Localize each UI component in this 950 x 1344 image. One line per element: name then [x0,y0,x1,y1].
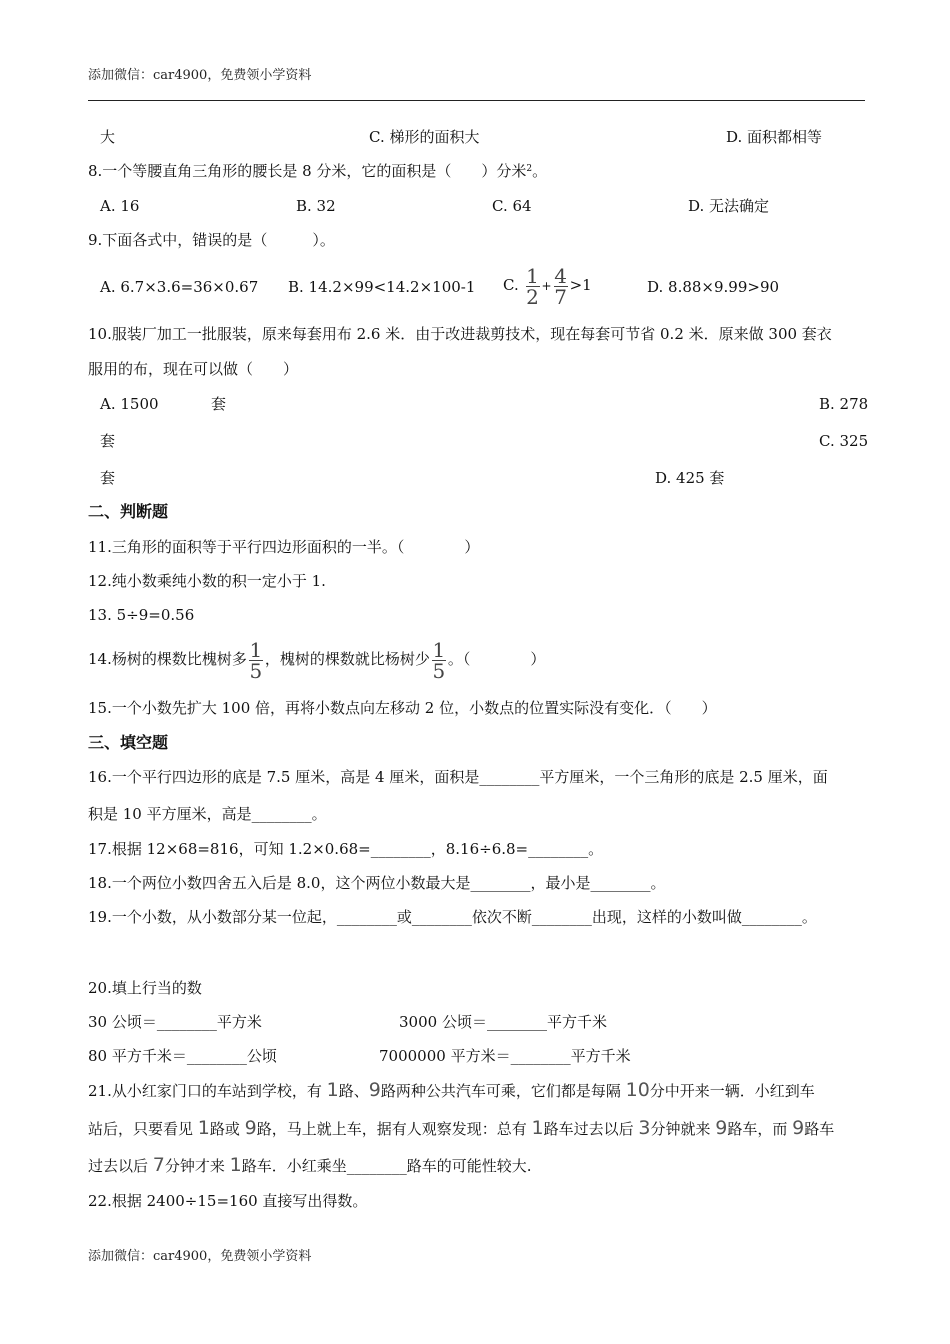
q7-option-a-tail: 大 [100,128,116,146]
q20-row2-right: 7000000 平方米＝________平方千米 [379,1047,631,1065]
q8-option-a: A. 16 [100,197,140,215]
q13: 13. 5÷9=0.56 [88,606,195,624]
q10-stem-line1: 10.服装厂加工一批服装，原来每套用布 2.6 米．由于改进裁剪技术，现在每套可节省 0.2 米．原来做 300 套衣 [88,325,832,343]
q7-option-c: C. 梯形的面积大 [369,128,480,146]
fraction-one-fifth: $\frac{1}{5}$ [249,637,263,683]
q9-option-c: C. $\frac{1}{2}$ + $\frac{4}{7}$ >1 [503,263,592,309]
page-header: 添加微信：car4900，免费领小学资料 [88,68,312,83]
page-footer: 添加微信：car4900，免费领小学资料 [88,1249,312,1264]
q21-line1: 21.从小红家门口的车站到学校，有 1路、9路两种公共汽车可乘，它们都是每隔 10分中开来一辆．小红到车 [88,1079,815,1101]
header-divider [88,100,865,101]
q10-option-d: D. 425 套 [655,469,725,487]
q10-option-c: C. 325 [819,432,869,450]
q20-row1-right: 3000 公顷＝________平方千米 [399,1013,607,1031]
q9-stem: 9.下面各式中，错误的是（ ）。 [88,231,335,249]
q8-option-b: B. 32 [296,197,336,215]
q10-option-a-unit: 套 [211,395,227,413]
q22: 22.根据 2400÷15=160 直接写出得数。 [88,1192,368,1210]
q20-title: 20.填上行当的数 [88,979,202,997]
q9-option-b: B. 14.2×99<14.2×100-1 [288,278,476,296]
q21-line3: 过去以后 7分钟才来 1路车．小红乘坐________路车的可能性较大. [88,1154,532,1176]
q11: 11.三角形的面积等于平行四边形面积的一半。（ ） [88,538,480,556]
q19: 19.一个小数，从小数部分某一位起，________或________依次不断________出现，这样的小数叫做________。 [88,908,817,926]
q9-option-d: D. 8.88×9.99>90 [647,278,780,296]
fraction-one-half: $\frac{1}{2}$ [526,263,539,309]
section-title-fill-blank: 三、填空题 [88,733,169,752]
q10-option-c-unit: 套 [100,469,116,487]
q14: 14.杨树的棵数比槐树多 $\frac{1}{5}$ ，槐树的棵数就比杨树少 $\frac{1}{5}$ 。（ ） [88,637,546,683]
q10-option-b: B. 278 [819,395,869,413]
q8-stem: 8.一个等腰直角三角形的腰长是 8 分米，它的面积是（ ）分米$^2$。 [88,162,548,180]
q16-line2: 积是 10 平方厘米，高是________。 [88,805,327,823]
q21-line2: 站后，只要看见 1路或 9路，马上就上车，据有人观察发现：总有 1路车过去以后 3分钟就来 9路车，而 9路车 [88,1117,835,1139]
fraction-one-fifth-2: $\frac{1}{5}$ [432,637,446,683]
q16-line1: 16.一个平行四边形的底是 7.5 厘米，高是 4 厘米，面积是________平方厘米，一个三角形的底是 2.5 厘米，面 [88,768,828,786]
q10-option-b-unit: 套 [100,432,116,450]
q10-option-a: A. 1500 [100,395,159,413]
fraction-four-sevenths: $\frac{4}{7}$ [554,263,567,309]
q12: 12.纯小数乘纯小数的积一定小于 1. [88,572,326,590]
q20-row1-left: 30 公顷＝________平方米 [88,1013,262,1031]
q10-stem-line2: 服用的布，现在可以做（ ） [88,360,299,378]
q17: 17.根据 12×68=816，可知 1.2×0.68=________，8.16÷6.8=________。 [88,840,604,858]
q20-row2-left: 80 平方千米＝________公顷 [88,1047,277,1065]
section-title-judgment: 二、判断题 [88,502,169,521]
q15: 15.一个小数先扩大 100 倍，再将小数点向左移动 2 位，小数点的位置实际没有变化．（ ） [88,699,717,717]
q9-option-a: A. 6.7×3.6=36×0.67 [100,278,259,296]
q8-option-d: D. 无法确定 [688,197,770,215]
q18: 18.一个两位小数四舍五入后是 8.0，这个两位小数最大是________，最小是________。 [88,874,666,892]
q8-option-c: C. 64 [492,197,532,215]
q7-option-d: D. 面积都相等 [726,128,823,146]
